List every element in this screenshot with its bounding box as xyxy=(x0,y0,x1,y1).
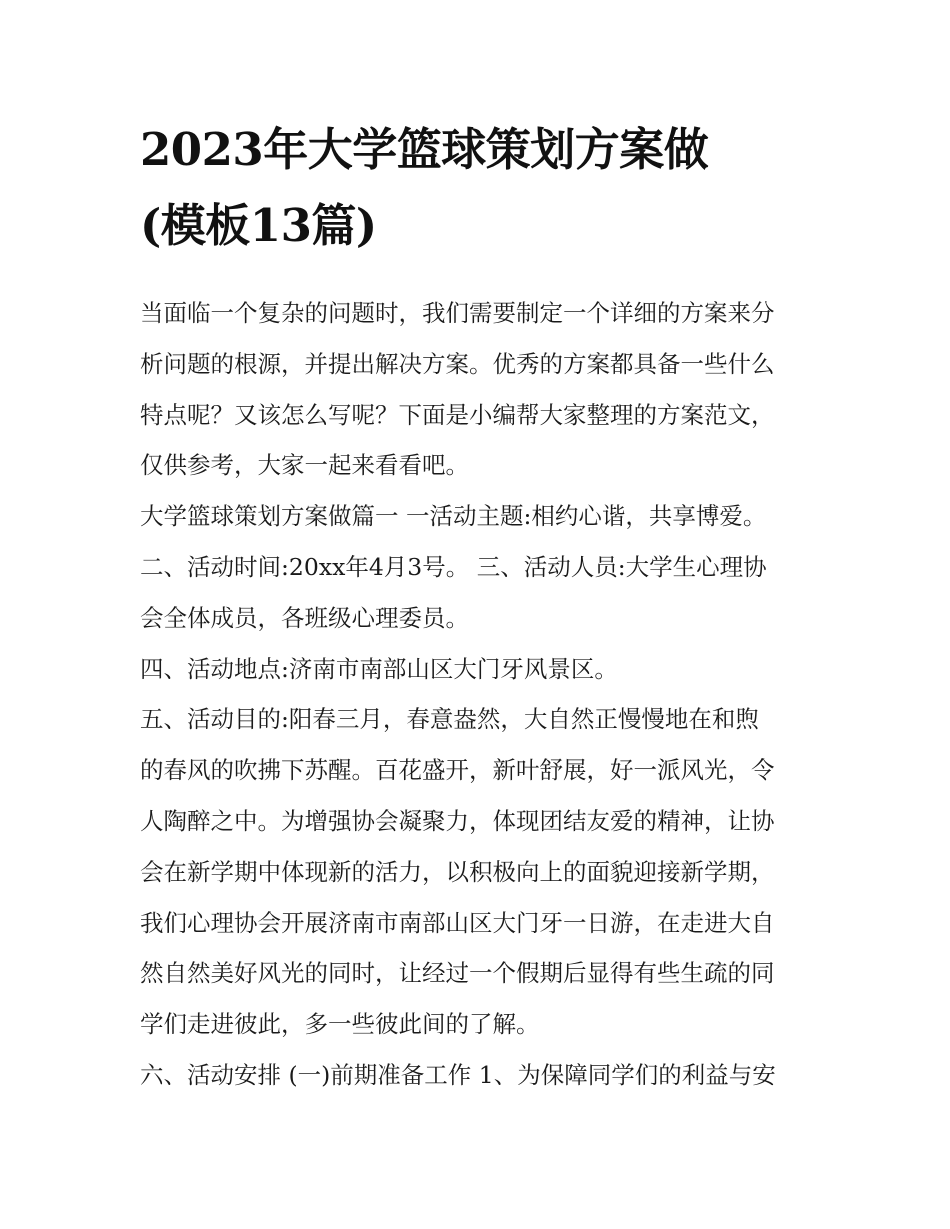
paragraph-time-people xyxy=(140,542,820,644)
text-line: 四、活动地点:济南市南部山区大门牙风景区。 xyxy=(140,654,618,683)
document-page xyxy=(140,112,820,1101)
paragraph-purpose xyxy=(140,694,820,1050)
text-line: 五、活动目的:阳春三月，春意盎然，大自然正慢慢地在和煦 xyxy=(140,705,759,734)
text-line: 当面临一个复杂的问题时，我们需要制定一个详细的方案来分 xyxy=(140,299,775,327)
text-line: 大学篮球策划方案做篇一 一活动主题:相约心谐，共享博爱。 xyxy=(140,502,767,531)
document-body xyxy=(140,288,820,1101)
paragraph-location xyxy=(140,644,820,695)
text-line: 学们走进彼此，多一些彼此间的了解。 xyxy=(140,1010,540,1039)
text-line: 二、活动时间:20xx年4月3号。 三、活动人员:大学生心理协 xyxy=(140,552,767,581)
text-line: 人陶醉之中。为增强协会凝聚力，体现团结友爱的精神，让协 xyxy=(140,806,775,835)
text-line: 会在新学期中体现新的活力，以积极向上的面貌迎接新学期， xyxy=(140,857,775,886)
text-line: 的春风的吹拂下苏醒。百花盛开，新叶舒展，好一派风光，令 xyxy=(140,756,775,785)
paragraph-arrangement xyxy=(140,1050,820,1101)
title-line: (模板13篇) xyxy=(140,199,377,252)
text-line: 会全体成员，各班级心理委员。 xyxy=(140,603,469,632)
text-line: 六、活动安排 (一)前期准备工作 1、为保障同学们的利益与安 xyxy=(140,1060,776,1089)
paragraph-intro xyxy=(140,288,820,491)
text-line: 特点呢？又该怎么写呢？下面是小编帮大家整理的方案范文， xyxy=(140,400,775,429)
document-title xyxy=(140,112,820,264)
paragraph-theme xyxy=(140,491,820,542)
text-line: 析问题的根源，并提出解决方案。优秀的方案都具备一些什么 xyxy=(140,349,775,378)
text-line: 我们心理协会开展济南市南部山区大门牙一日游，在走进大自 xyxy=(140,908,775,937)
text-line: 然自然美好风光的同时，让经过一个假期后显得有些生疏的同 xyxy=(140,959,775,988)
title-line: 2023年大学篮球策划方案做 xyxy=(140,123,709,176)
text-line: 仅供参考，大家一起来看看吧。 xyxy=(140,451,469,480)
